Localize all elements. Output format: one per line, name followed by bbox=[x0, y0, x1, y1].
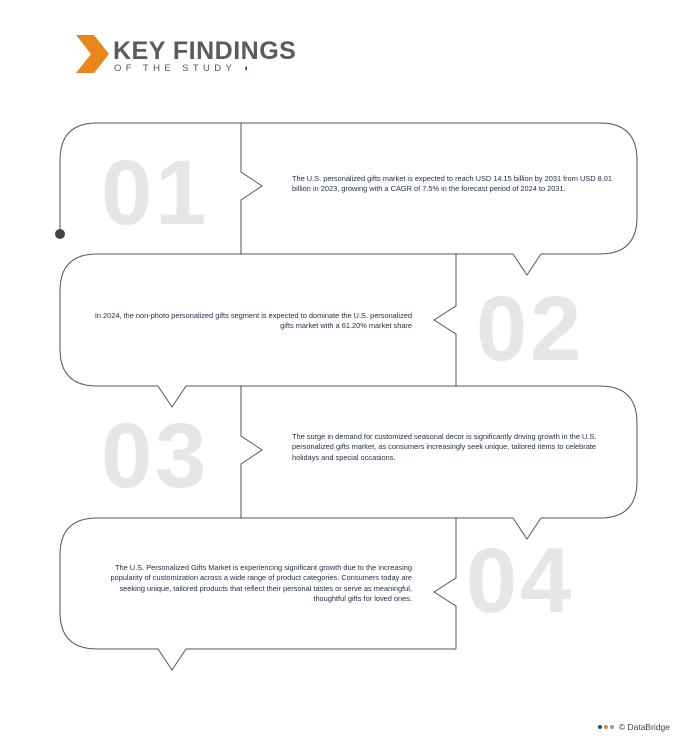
finding-text-02: In 2024, the non-photo personalized gifts segment is expected to dominate the U.S. personalized gifts market with a 61.20% market share bbox=[94, 311, 412, 331]
bubble-1-right-outline bbox=[241, 123, 637, 275]
footer-brand bbox=[598, 722, 670, 732]
bubble-1-notch bbox=[241, 123, 262, 254]
subtitle-text: OF THE STUDY bbox=[114, 63, 237, 74]
start-marker-icon bbox=[55, 229, 65, 239]
copyright-text: © DataBridge bbox=[618, 722, 670, 732]
finding-text-04: The U.S. Personalized Gifts Market is experiencing significant growth due to the increasing popularity of customization across a wide range of product categories. Consumers today are seeking unique, tailored products that reflect their personal tastes or serve as meaningful, thoughtful gifts for loved ones. bbox=[110, 563, 412, 604]
finding-number-01: 01 bbox=[101, 142, 210, 244]
bubble-2-notch bbox=[434, 254, 456, 386]
finding-number-02: 02 bbox=[476, 278, 585, 380]
finding-text-01: The U.S. personalized gifts market is expected to reach USD 14.15 billion by 2031 from USD 8.01 billion in 2023, growing with a CAGR of 7.5% in the forecast period of 2024 to 2031. bbox=[292, 174, 613, 194]
brand-dots-icon bbox=[598, 725, 614, 729]
page-title: KEY FINDINGS bbox=[113, 37, 297, 65]
bubble-3-notch bbox=[241, 386, 262, 518]
bubble-4-notch bbox=[434, 518, 456, 649]
bubble-1-outline bbox=[60, 123, 241, 233]
subtitle-mark-icon: ◖ bbox=[243, 63, 249, 74]
finding-text-03: The surge in demand for customized seasonal decor is significantly driving growth in the U.S. personalized gifts market, as consumers increasingly seek unique, tailored items to celebrate holidays and special occasions. bbox=[292, 432, 597, 462]
finding-number-04: 04 bbox=[466, 530, 575, 632]
finding-number-03: 03 bbox=[101, 405, 210, 507]
